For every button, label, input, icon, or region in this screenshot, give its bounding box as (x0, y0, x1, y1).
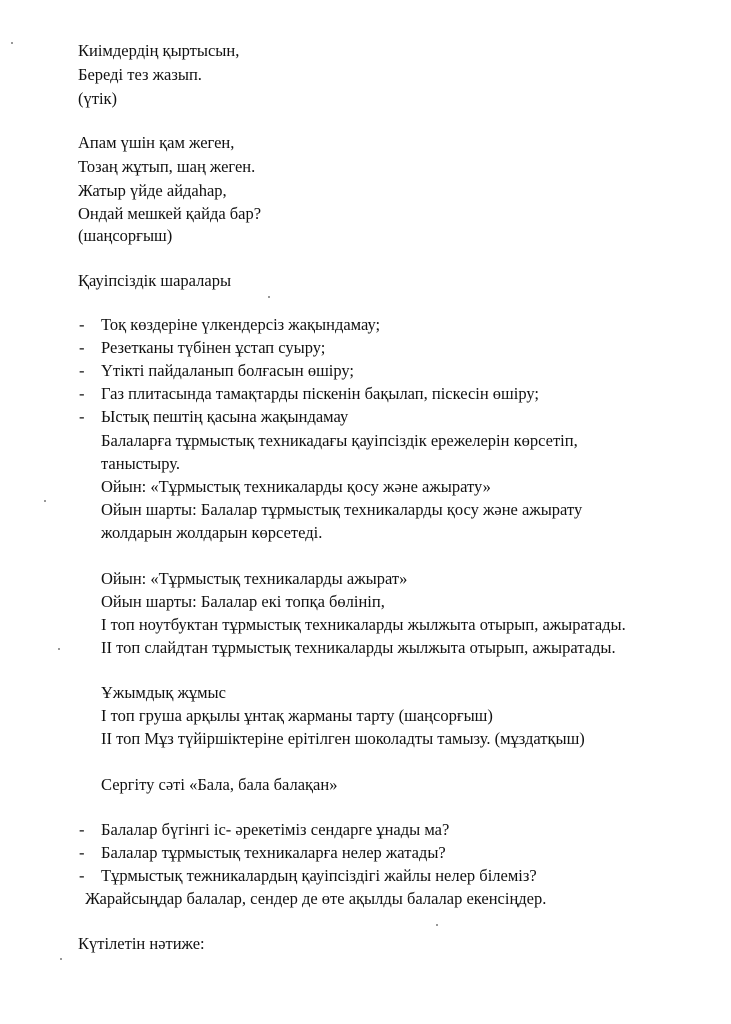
game-title: Ойын: «Тұрмыстық техникаларды қосу және ажырату» (101, 477, 491, 496)
question-item: Балалар бүгінгі іс- әрекетіміз сендарге ұнады ма? (101, 820, 450, 839)
game-rule: І топ ноутбуктан тұрмыстық техникаларды жылжыта отырып, ажыратады. (101, 615, 626, 634)
game-rule: Ойын шарты: Балалар екі топқа бөлініп, (101, 592, 385, 611)
expected-result-heading: Күтілетін нәтиже: (78, 934, 205, 953)
bullet-dash: - (79, 361, 85, 380)
riddle-answer: (шаңсорғыш) (78, 226, 173, 245)
bullet-dash: - (79, 407, 85, 426)
scan-speck (268, 296, 270, 298)
closing-line: Жарайсыңдар балалар, сендер де өте ақылды балалар екенсіңдер. (81, 889, 547, 908)
scan-speck (60, 958, 62, 960)
scan-speck (436, 924, 438, 926)
scan-speck (11, 42, 13, 44)
group-work-line: І топ груша арқылы ұнтақ жарманы тарту (шаңсорғыш) (101, 706, 493, 725)
game-rule: Ойын шарты: Балалар тұрмыстық техникаларды қосу және ажырату (101, 500, 583, 519)
bullet-dash: - (79, 315, 85, 334)
bullet-dash: - (79, 866, 85, 885)
question-item: Тұрмыстық тежникалардың қауіпсіздігі жайлы нелер білеміз? (101, 866, 537, 885)
scan-speck (44, 500, 46, 502)
question-item: Балалар тұрмыстық техникаларға нелер жатады? (101, 843, 446, 862)
riddle-line: Береді тез жазып. (78, 65, 202, 84)
list-item: Газ плитасында тамақтарды піскенін бақылап, піскесін өшіру; (101, 384, 539, 403)
game-rule: жолдарын жолдарын көрсетеді. (101, 523, 323, 542)
list-item: Үтікті пайдаланып болғасын өшіру; (101, 361, 355, 380)
group-work-title: Ұжымдық жұмыс (101, 683, 226, 702)
list-item: Резетканы түбінен ұстап суыру; (101, 338, 326, 357)
scan-speck (58, 648, 60, 650)
game-rule: ІІ топ слайдтан тұрмыстық техникаларды жылжыта отырып, ажыратады. (101, 638, 616, 657)
riddle-answer: (үтік) (78, 89, 118, 108)
section-heading: Қауіпсіздік шаралары (78, 271, 232, 290)
paragraph-line: таныстыру. (101, 454, 181, 473)
riddle-line: Жатыр үйде айдаһар, (78, 181, 227, 200)
riddle-line: Киімдердің қыртысын, (78, 41, 240, 60)
list-item: Тоқ көздеріне үлкендерсіз жақындамау; (101, 315, 381, 334)
group-work-line: ІІ топ Мұз түйіршіктеріне ерітілген шоколадты тамызу. (мұздатқыш) (101, 729, 585, 748)
paragraph-line: Балаларға тұрмыстық техникадағы қауіпсіздік ережелерін көрсетіп, (101, 431, 578, 450)
refresh-moment: Сергіту сәті «Бала, бала балақан» (101, 775, 338, 794)
list-item: Ыстық пештің қасына жақындамау (101, 407, 349, 426)
riddle-line: Апам үшін қам жеген, (78, 133, 235, 152)
game-title: Ойын: «Тұрмыстық техникаларды ажырат» (101, 569, 408, 588)
bullet-dash: - (79, 384, 85, 403)
riddle-line: Ондай мешкей қайда бар? (78, 204, 262, 223)
bullet-dash: - (79, 843, 85, 862)
bullet-dash: - (79, 338, 85, 357)
riddle-line: Тозаң жұтып, шаң жеген. (78, 157, 256, 176)
bullet-dash: - (79, 820, 85, 839)
